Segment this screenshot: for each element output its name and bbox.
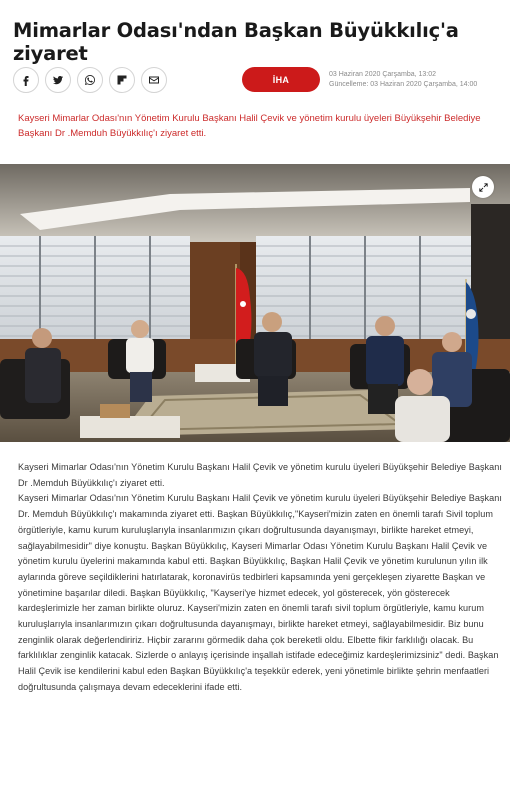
expand-icon bbox=[478, 182, 489, 193]
published-date: 03 Haziran 2020 Çarşamba, 13:02 bbox=[329, 71, 437, 78]
article-dates bbox=[329, 70, 477, 90]
meeting-room-photo bbox=[0, 164, 510, 442]
expand-photo-button[interactable] bbox=[472, 176, 494, 198]
updated-date: Güncelleme: 03 Haziran 2020 Çarşamba, 14:00 bbox=[329, 81, 478, 88]
article-title: Mimarlar Odası'ndan Başkan Büyükkılıç'a ziyaret bbox=[13, 19, 459, 66]
share-email-button[interactable] bbox=[141, 67, 167, 93]
article-body bbox=[18, 460, 508, 696]
twitter-icon bbox=[52, 74, 64, 86]
article-summary: Kayseri Mimarlar Odası'nın Yönetim Kurulu Başkanı Halil Çevik ve yönetim kurulu üyeleri Büyükşehir Belediye Başkanı Dr .Memduh Büyükkılıç'ı ziyaret etti. bbox=[18, 113, 481, 139]
share-flipboard-button[interactable] bbox=[109, 67, 135, 93]
flipboard-icon bbox=[116, 74, 128, 86]
share-bar bbox=[13, 67, 167, 93]
whatsapp-icon bbox=[84, 74, 96, 86]
share-facebook-button[interactable] bbox=[13, 67, 39, 93]
email-icon bbox=[148, 74, 160, 86]
body-paragraph-main: Kayseri Mimarlar Odası'nın Yönetim Kurulu Başkanı Halil Çevik ve yönetim kurulu üyeleri Büyükşehir Belediye Başkanı Dr. Memduh Büyükkılıç'ı makamında ziyaret etti. Başkan Büyükkılıç,"Kayseri'mizin zaten en önemli tarafı Sivil toplum örgütleriyle, kamu kurum kuruluşlarıyla insanlarımızın çıkarı doğrultusunda dayanışmayı, birlikte hareket etmeyi, sağlayabilmesidir" diye konuştu. Başkan Büyükkılıç, Kayseri Mimarlar Odası Yönetim Kurulu Başkanı Halil Çevik ve yönetim kurulu üyelerini makamında kabul etti. Başkan Büyükkılıç, Başkan Halil Çevik ve yönetim kurulunun yılın ilk aylarında göreve seçildiklerini hatırlatarak, koronavirüs tedbirleri kapsamında yeni gerçekleşen ziyarette Başkan ve yönetimine başarılar diledi. Başkan Büyükkılıç, "Kayseri'ye hizmet edecek, yol gösterecek, yön gösterecek kardeşlerimizle her zaman birlikte oluruz. Kayseri'mizin zaten en önemli tarafı sivil toplum örgütleriyle, kamu kurum kuruluşlarıyla insanlarımızın çıkarı doğrultusunda dayanışmayı, birlikte hareket etmeyi, sağlayabilmesidir. Biz bunu zenginlik olarak değerlendiririz. Hiçbir zararını görmedik daha çok bereketli oldu. Elbette fikir farklılığı olacak. Bu farklılıklar zenginlik katacak. Sizlerde o anlayış içerisinde inşallah istifade edeceğimiz kardeşlerimizsiniz" dedi. Başkan Halil Çevik ise kendilerini kabul eden Başkan Büyükkılıç'a teşekkür ederek, yeni yönetimle birlikte şehrin menfaatleri doğrultusunda çalışmaya devam edeceklerini ifade etti. bbox=[18, 493, 502, 692]
share-whatsapp-button[interactable] bbox=[77, 67, 103, 93]
source-badge[interactable]: İHA bbox=[242, 67, 320, 92]
body-paragraph-lead: Kayseri Mimarlar Odası'nın Yönetim Kurulu Başkanı Halil Çevik ve yönetim kurulu üyeleri Büyükşehir Belediye Başkanı Dr .Memduh Büyükkılıç'ı ziyaret etti. bbox=[18, 462, 502, 488]
facebook-icon bbox=[20, 74, 32, 86]
share-twitter-button[interactable] bbox=[45, 67, 71, 93]
article-photo[interactable] bbox=[0, 164, 510, 442]
